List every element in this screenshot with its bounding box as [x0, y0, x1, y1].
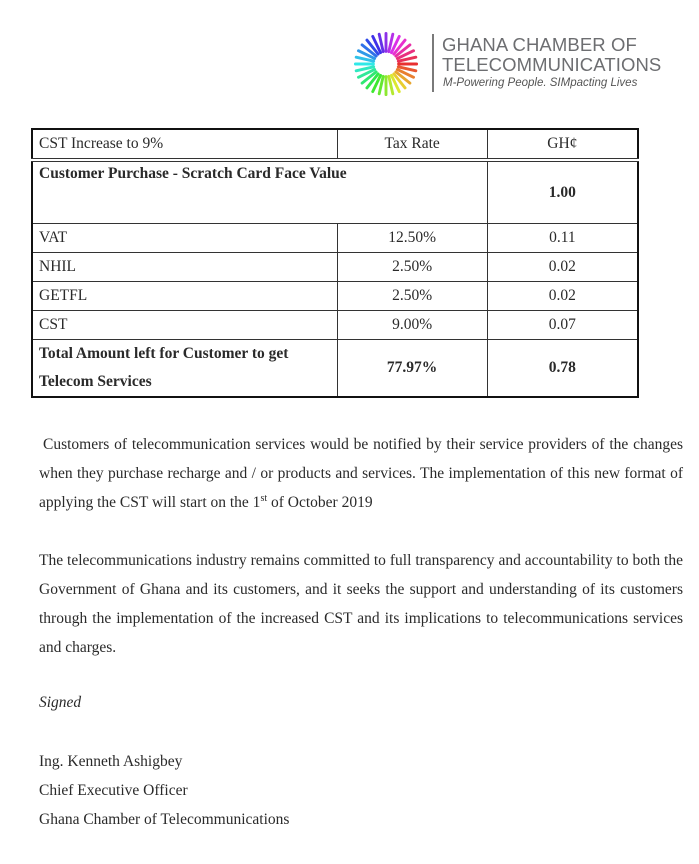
- signatory-title: Chief Executive Officer: [39, 782, 188, 799]
- header-cell-tax-rate: Tax Rate: [337, 129, 487, 160]
- commitment-paragraph: The telecommunications industry remains committed to full transparency and accountability to both the Government of Ghana and its customers, and it seeks the support and understanding of its customers through the implementation of the increased CST and its implications to telecommunications services and charges.: [39, 552, 683, 656]
- header-cell-description: CST Increase to 9%: [32, 129, 337, 160]
- tax-name: VAT: [32, 224, 337, 253]
- table-row: [32, 311, 638, 340]
- table-row: [32, 253, 638, 282]
- purchase-label: Customer Purchase - Scratch Card Face Value: [32, 160, 487, 224]
- total-rate: 77.97%: [337, 340, 487, 398]
- table-header-row: [32, 129, 638, 160]
- tax-breakdown-table: [31, 128, 639, 398]
- total-label-line1: Total Amount left for Customer to get: [39, 345, 289, 362]
- total-label: [32, 340, 337, 398]
- purchase-row: [32, 160, 638, 224]
- tagline: M-Powering People. SIMpacting Lives: [443, 77, 638, 89]
- sunburst-logo-icon: [350, 28, 422, 100]
- total-amount: 0.78: [487, 340, 638, 398]
- table-row: [32, 224, 638, 253]
- total-label-line2: Telecom Services: [39, 373, 152, 390]
- table-row: [32, 282, 638, 311]
- tax-rate: 12.50%: [337, 224, 487, 253]
- org-name-line2: TELECOMMUNICATIONS: [442, 54, 662, 75]
- tax-rate: 9.00%: [337, 311, 487, 340]
- signatory-name: Ing. Kenneth Ashigbey: [39, 753, 183, 770]
- tax-amount: 0.02: [487, 253, 638, 282]
- tax-amount: 0.07: [487, 311, 638, 340]
- signatory-organization: Ghana Chamber of Telecommunications: [39, 811, 290, 828]
- tax-amount: 0.02: [487, 282, 638, 311]
- tax-name: GETFL: [32, 282, 337, 311]
- purchase-amount: 1.00: [487, 160, 638, 224]
- logo-divider: [432, 34, 434, 92]
- p1-text-end: of October 2019: [267, 494, 373, 511]
- signed-label: Signed: [39, 694, 82, 711]
- tax-rate: 2.50%: [337, 282, 487, 311]
- p1-superscript: st: [260, 492, 268, 504]
- p1-text: Customers of telecommunication services would be notified by their service providers of the changes when they purchase recharge and / or products and services. The implementation of this new format of applying the CST will start on the 1: [39, 436, 683, 511]
- tax-name: NHIL: [32, 253, 337, 282]
- org-name-line1: GHANA CHAMBER OF: [442, 34, 637, 55]
- notification-paragraph: [39, 430, 683, 517]
- tax-name: CST: [32, 311, 337, 340]
- letterhead: [350, 26, 690, 100]
- tax-rate: 2.50%: [337, 253, 487, 282]
- total-row: [32, 340, 638, 398]
- tax-amount: 0.11: [487, 224, 638, 253]
- header-cell-amount: GH¢: [487, 129, 638, 160]
